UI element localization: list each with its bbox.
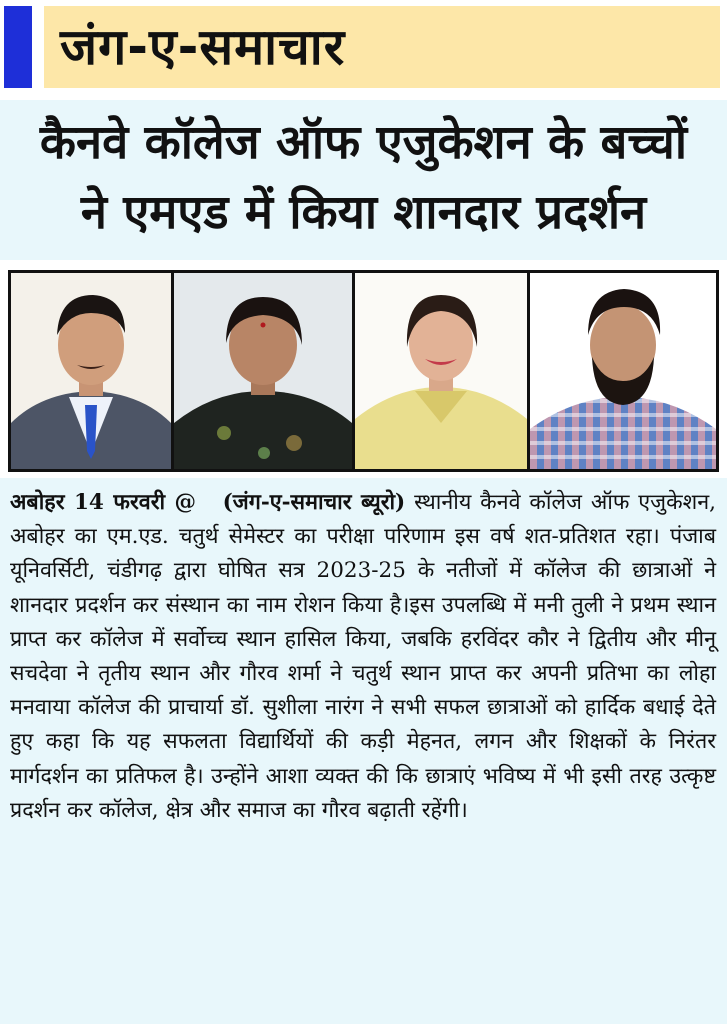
article-body: स्थानीय कैनवे कॉलेज ऑफ एजुकेशन, अबोहर का एम.एड. चतुर्थ सेमेस्टर का परीक्षा परिणाम इस वर्ष शत-प्रतिशत रहा। पंजाब यूनिवर्सिटी, चंडीगढ़ द्वारा घोषित सत्र 2023-25 के नतीजों में कॉलेज की छात्राओं ने शानदार प्रदर्शन कर संस्थान का नाम रोशन किया है।इस उपलब्धि में मनी तुली ने प्रथम स्थान प्राप्त कर कॉलेज में सर्वोच्च स्थान हासिल किया, जबकि हरविंदर कौर ने द्वितीय और मीनू सचदेवा ने तृतीय स्थान और गौरव शर्मा ने चतुर्थ स्थान प्राप्त कर अपनी प्रतिभा का लोहा मनवाया कॉलेज की प्राचार्या डॉ. सुशीला नारंग ने सभी सफल छात्राओं को हार्दिक बधाई देते हुए कहा कि यह सफलता विद्यार्थियों की कड़ी मेहनत, लगन और शिक्षकों के निरंतर मार्गदर्शन का प्रतिफल है। उन्होंने आशा व्यक्त की कि छात्राएं भविष्य में भी इसी तरह उत्कृष्ट प्रदर्शन कर कॉलेज, क्षेत्र और समाज का गौरव बढ़ाती रहेंगी। [10,490,716,823]
young-man-in-suit-photo [11,273,171,469]
woman-in-yellow-kurta-photo [355,273,527,469]
article-text [10,486,716,828]
masthead [0,0,727,96]
young-man-in-checked-shirt-photo [530,273,716,469]
headline-line-1: कैनवे कॉलेज ऑफ एजुकेशन के बच्चों [39,115,688,170]
masthead-title: जंग-ए-समाचार [60,18,346,76]
headline [0,108,727,248]
article-dateline: अबोहर 14 फरवरी @ [10,490,197,515]
masthead-accent-bar [4,6,32,88]
headline-line-2: ने एमएड में किया शानदार प्रदर्शन [80,185,647,240]
photo-strip [8,270,719,472]
article-byline: (जंग-ए-समाचार ब्यूरो) [222,490,406,515]
young-woman-in-dark-kurta-photo [174,273,352,469]
